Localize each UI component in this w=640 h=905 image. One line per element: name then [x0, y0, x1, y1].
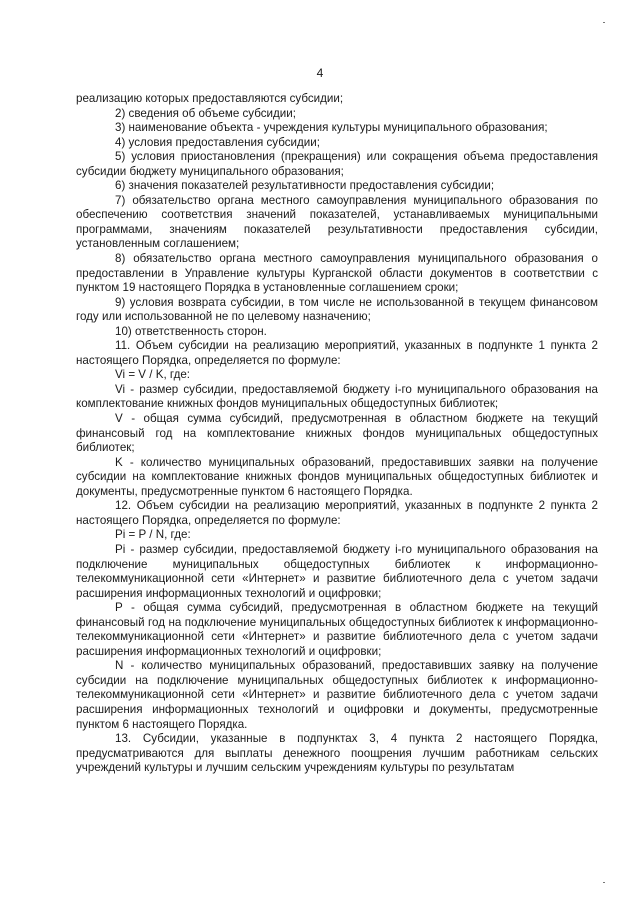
paragraph: P - общая сумма субсидий, предусмотренная в областном бюджете на текущий финансовый год на подключение муниципальных общедоступных библиотек к информационно-телекоммуникационной сети «Интернет» и развитие библиотечного дела с учетом задачи расширения информационных технологий и оцифровки; [76, 601, 598, 658]
formula: Pi = P / N, где: [115, 528, 191, 542]
scan-speck [603, 882, 605, 883]
paragraph: 13. Субсидии, указанные в подпунктах 3, 4 пункта 2 настоящего Порядка, предусматриваются для выплаты денежного поощрения лучшим работникам сельских учреждений культуры и лучшим сельским учреждениям культуры по результатам [76, 732, 598, 775]
paragraph: Vi - размер субсидии, предоставляемой бюджету i-го муниципального образования на комплектование книжных фондов муниципальных общедоступных библиотек; [76, 382, 598, 411]
paragraph: 12. Объем субсидии на реализацию мероприятий, указанных в подпункте 2 пункта 2 настоящего Порядка, определяется по формуле: [76, 499, 598, 527]
paragraph: реализацию которых предоставляются субсидии; [76, 92, 344, 105]
paragraph: 2) сведения об объеме субсидии; [115, 106, 296, 120]
paragraph: 6) значения показателей результативности предоставления субсидии; [115, 179, 495, 193]
paragraph: N - количество муниципальных образований, предоставивших заявку на получение субсидии на подключение муниципальных общедоступных библиотек к информационно-телекоммуникационной сети «Интернет» и развитие библиотечного дела с учетом задачи расширения информационных технологий и оцифровки и документы, предусмотренные пунктом 6 настоящего Порядка. [76, 659, 598, 731]
paragraph: 11. Объем субсидии на реализацию мероприятий, указанных в подпункте 1 пункта 2 настоящего Порядка, определяется по формуле: [76, 339, 598, 367]
paragraph: 4) условия предоставления субсидии; [115, 135, 320, 149]
paragraph: K - количество муниципальных образований, предоставивших заявки на получение субсидии на комплектование книжных фондов муниципальных общедоступных библиотек и документы, предусмотренные пунктом 6 настоящего Порядка. [76, 455, 598, 498]
formula: Vi = V / K, где: [115, 368, 191, 382]
paragraph: 10) ответственность сторон. [115, 324, 267, 338]
paragraph: 8) обязательство органа местного самоуправления муниципального образования о предоставлении в Управление культуры Курганской области документов в соответствии с пунктом 19 настоящего Порядка в установленные соглашением сроки; [76, 252, 598, 295]
paragraph: 9) условия возврата субсидии, в том числе не использованной в текущем финансовом году или использованной не по целевому назначению; [76, 295, 598, 324]
paragraph: Pi - размер субсидии, предоставляемой бюджету i-го муниципального образования на подключение муниципальных общедоступных библиотек к информационно-телекоммуникационной сети «Интернет» и развитие библиотечного дела с учетом задачи расширения информационных технологий и оцифровки; [76, 542, 598, 600]
scan-speck [603, 22, 605, 23]
body-text [76, 92, 598, 776]
paragraph: V - общая сумма субсидий, предусмотренная в областном бюджете на текущий финансовый год на комплектование книжных фондов муниципальных общедоступных библиотек; [76, 412, 598, 455]
page-number: 4 [316, 66, 324, 80]
paragraph: 5) условия приостановления (прекращения) или сокращения объема предоставления субсидии бюджету муниципального образования; [76, 150, 598, 178]
paragraph: 3) наименование объекта - учреждения культуры муниципального образования; [115, 121, 548, 135]
paragraph: 7) обязательство органа местного самоуправления муниципального образования по обеспечению соответствия значений показателей, устанавливаемых муниципальными программами, значениям показателей результативности предоставления субсидии, установленным соглашением; [76, 193, 598, 251]
